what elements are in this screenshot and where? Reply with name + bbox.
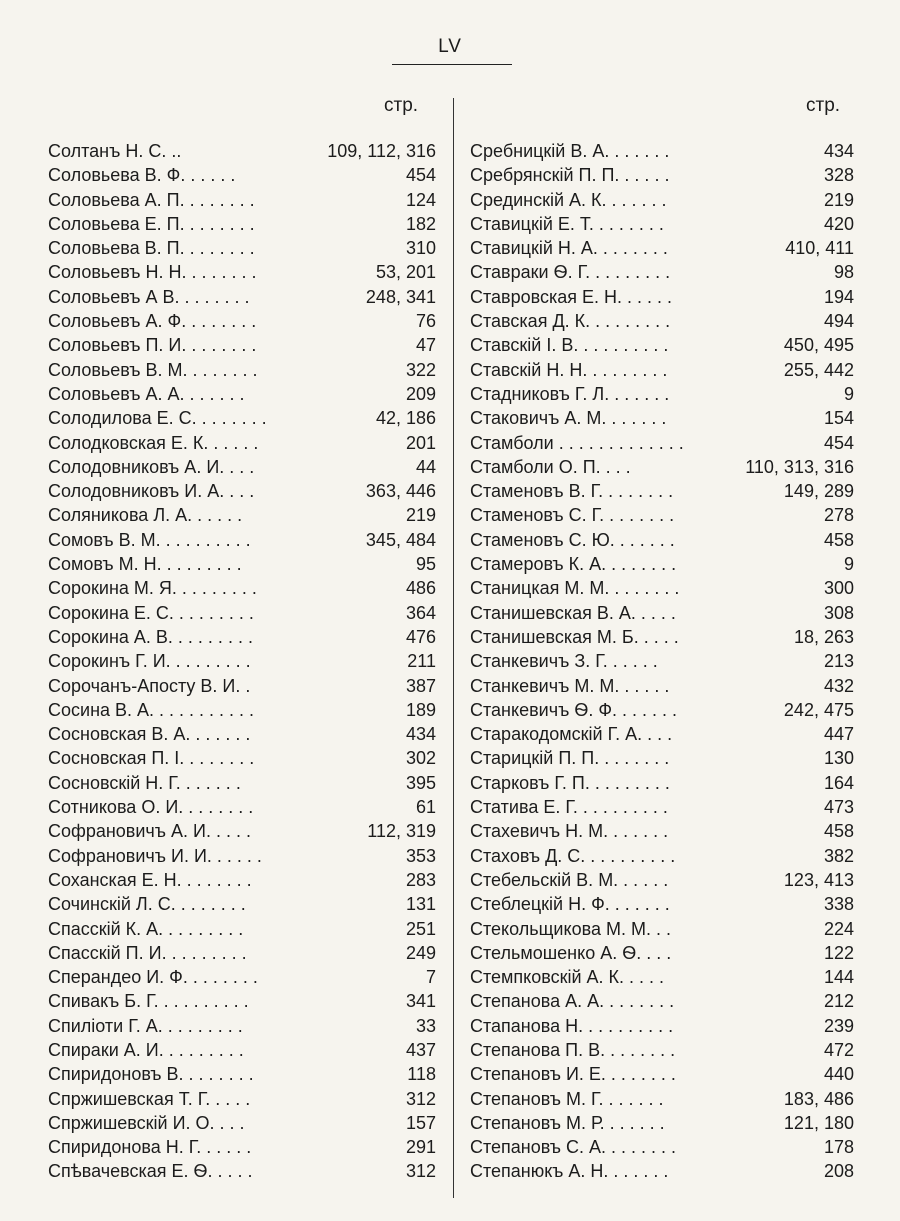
entry-pages: 183, 486 bbox=[783, 1088, 854, 1109]
entry-name: Солтанъ Н. С. .. bbox=[48, 141, 182, 161]
index-entry bbox=[48, 408, 436, 432]
index-entry bbox=[48, 797, 436, 821]
entry-pages: 345, 484 bbox=[365, 529, 436, 550]
entry-pages: 302 bbox=[405, 748, 436, 769]
entry-pages: 249 bbox=[405, 942, 436, 963]
entry-name: Спржишевскій И. О. . . . bbox=[48, 1112, 245, 1133]
index-entry bbox=[48, 287, 436, 311]
entry-pages: 9 bbox=[843, 383, 854, 404]
entry-name: Сорокинъ Г. И. . . . . . . . . bbox=[48, 651, 251, 672]
entry-pages: 486 bbox=[405, 578, 436, 599]
entry-name: Соловьевъ А. Ф. . . . . . . . bbox=[48, 311, 257, 332]
entry-pages: 450, 495 bbox=[783, 335, 854, 356]
index-entry bbox=[48, 141, 436, 165]
entry-name: Станкевичъ З. Г. . . . . . bbox=[470, 651, 658, 672]
index-entry bbox=[48, 870, 436, 894]
entry-pages: 458 bbox=[823, 529, 854, 550]
index-entry bbox=[470, 1016, 854, 1040]
entry-name: Спѣвачевская Е. Ѳ. . . . . bbox=[48, 1161, 253, 1182]
entry-pages: 209 bbox=[405, 383, 436, 404]
entry-pages: 410, 411 bbox=[785, 238, 854, 259]
entry-name: Стамболи . . . . . . . . . . . . . bbox=[470, 432, 684, 453]
entry-name: Соловьевъ А В. . . . . . . . bbox=[48, 286, 250, 307]
index-entry bbox=[470, 943, 854, 967]
entry-pages: 476 bbox=[405, 626, 436, 647]
entry-name: Станицкая М. М. . . . . . . . bbox=[470, 578, 680, 599]
entry-name: Стамболи О. П. . . . bbox=[470, 456, 631, 477]
entry-pages: 112, 319 bbox=[367, 821, 436, 842]
entry-pages: 322 bbox=[405, 359, 436, 380]
entry-pages: 312 bbox=[405, 1161, 436, 1182]
index-entry bbox=[470, 578, 854, 602]
index-entry bbox=[470, 991, 854, 1015]
entry-pages: 437 bbox=[405, 1039, 436, 1060]
entry-pages: 494 bbox=[823, 311, 854, 332]
entry-name: Степанова П. В. . . . . . . . bbox=[470, 1039, 676, 1060]
entry-name: Сперандео И. Ф. . . . . . . . bbox=[48, 967, 258, 988]
index-entry bbox=[470, 141, 854, 165]
index-entry bbox=[470, 530, 854, 554]
entry-name: Стекольщикова М. М. . . bbox=[470, 918, 671, 939]
index-entry bbox=[470, 1064, 854, 1088]
entry-name: Соловьевъ П. И. . . . . . . . bbox=[48, 335, 257, 356]
index-entry bbox=[470, 335, 854, 359]
entry-pages: 224 bbox=[823, 918, 854, 939]
index-entry bbox=[48, 1064, 436, 1088]
index-entry bbox=[48, 384, 436, 408]
entry-pages: 76 bbox=[415, 311, 436, 332]
entry-name: Сосина В. А. . . . . . . . . . . bbox=[48, 699, 255, 720]
left-index-column bbox=[48, 141, 436, 1186]
entry-name: Спржишевская Т. Г. . . . . bbox=[48, 1088, 251, 1109]
index-entry bbox=[48, 457, 436, 481]
entry-name: Старакодомскій Г. А. . . . bbox=[470, 724, 673, 745]
entry-name: Сребрянскій П. П. . . . . . bbox=[470, 165, 670, 186]
entry-pages: 9 bbox=[843, 554, 854, 575]
entry-pages: 33 bbox=[415, 1015, 436, 1036]
entry-name: Стаховъ Д. С. . . . . . . . . . bbox=[470, 845, 676, 866]
entry-name: Ставицкій Н. А. . . . . . . . bbox=[470, 238, 668, 259]
index-entry bbox=[470, 894, 854, 918]
entry-name: Спиридоновъ В. . . . . . . . bbox=[48, 1064, 254, 1085]
entry-name: Солодовниковъ И. А. . . . bbox=[48, 481, 255, 502]
entry-name: Ставскій І. В. . . . . . . . . . bbox=[470, 335, 669, 356]
entry-name: Спиліоти Г. А. . . . . . . . . bbox=[48, 1015, 243, 1036]
entry-name: Стемпковскій А. К. . . . . bbox=[470, 967, 665, 988]
index-entry bbox=[48, 360, 436, 384]
entry-name: Ставицкій Е. Т. . . . . . . . bbox=[470, 213, 664, 234]
index-entry bbox=[470, 481, 854, 505]
entry-pages: 131 bbox=[405, 894, 436, 915]
entry-name: Ставровская Е. Н. . . . . . bbox=[470, 286, 673, 307]
entry-pages: 118 bbox=[407, 1064, 436, 1085]
entry-pages: 149, 289 bbox=[783, 481, 854, 502]
index-entry bbox=[48, 991, 436, 1015]
entry-name: Соловьева А. П. . . . . . . . bbox=[48, 189, 255, 210]
entry-pages: 248, 341 bbox=[365, 286, 436, 307]
header-rule bbox=[392, 64, 512, 65]
index-entry bbox=[470, 967, 854, 991]
entry-name: Соловьевъ В. М. . . . . . . . bbox=[48, 359, 258, 380]
index-entry bbox=[48, 214, 436, 238]
entry-name: Спивакъ Б. Г. . . . . . . . . . bbox=[48, 991, 249, 1012]
entry-pages: 420 bbox=[823, 213, 854, 234]
entry-pages: 395 bbox=[405, 772, 436, 793]
entry-name: Солодовниковъ А. И. . . . bbox=[48, 456, 255, 477]
index-entry bbox=[470, 919, 854, 943]
entry-name: Стаменовъ С. Ю. . . . . . . bbox=[470, 529, 675, 550]
index-entry bbox=[48, 530, 436, 554]
index-entry bbox=[470, 603, 854, 627]
index-entry bbox=[470, 846, 854, 870]
index-entry bbox=[470, 773, 854, 797]
entry-name: Стебельскій В. М. . . . . . bbox=[470, 869, 669, 890]
index-entry bbox=[470, 821, 854, 845]
entry-name: Спасскій П. И. . . . . . . . . bbox=[48, 942, 247, 963]
index-entry bbox=[48, 505, 436, 529]
entry-name: Стельмошенко А. Ѳ. . . . bbox=[470, 942, 672, 963]
entry-name: Ставскій Н. Н. . . . . . . . . bbox=[470, 359, 668, 380]
entry-name: Сорокина М. Я. . . . . . . . . bbox=[48, 578, 257, 599]
entry-pages: 353 bbox=[405, 845, 436, 866]
entry-pages: 121, 180 bbox=[783, 1112, 854, 1133]
entry-name: Степановъ С. А. . . . . . . . bbox=[470, 1137, 676, 1158]
entry-pages: 363, 446 bbox=[365, 481, 436, 502]
entry-pages: 189 bbox=[405, 699, 436, 720]
index-entry bbox=[470, 676, 854, 700]
entry-pages: 341 bbox=[405, 991, 436, 1012]
entry-name: Стаменовъ В. Г. . . . . . . . bbox=[470, 481, 674, 502]
index-entry bbox=[470, 384, 854, 408]
entry-name: Степановъ М. Г. . . . . . . bbox=[470, 1088, 664, 1109]
entry-name: Стахевичъ Н. М. . . . . . . bbox=[470, 821, 669, 842]
entry-pages: 44 bbox=[415, 456, 436, 477]
entry-name: Стеблецкій Н. Ф. . . . . . . bbox=[470, 894, 670, 915]
entry-pages: 251 bbox=[405, 918, 436, 939]
entry-name: Спираки А. И. . . . . . . . . bbox=[48, 1039, 244, 1060]
entry-pages: 130 bbox=[823, 748, 854, 769]
entry-name: Ставская Д. К. . . . . . . . . bbox=[470, 311, 671, 332]
entry-name: Сорочанъ-Апосту В. И. . bbox=[48, 675, 251, 696]
entry-name: Соляникова Л. А. . . . . . bbox=[48, 505, 243, 526]
entry-pages: 458 bbox=[823, 821, 854, 842]
index-entry bbox=[48, 238, 436, 262]
entry-name: Стаменовъ С. Г. . . . . . . . bbox=[470, 505, 675, 526]
entry-pages: 310 bbox=[405, 238, 436, 259]
entry-pages: 300 bbox=[823, 578, 854, 599]
index-entry bbox=[48, 311, 436, 335]
entry-name: Соловьева Е. П. . . . . . . . bbox=[48, 213, 255, 234]
index-entry bbox=[48, 846, 436, 870]
entry-pages: 164 bbox=[823, 772, 854, 793]
index-entry bbox=[48, 676, 436, 700]
entry-name: Станишевская М. Б. . . . . bbox=[470, 626, 679, 647]
index-entry bbox=[48, 627, 436, 651]
entry-pages: 242, 475 bbox=[783, 699, 854, 720]
entry-pages: 178 bbox=[823, 1137, 854, 1158]
entry-name: Сотникова О. И. . . . . . . . bbox=[48, 797, 254, 818]
entry-pages: 42, 186 bbox=[375, 408, 436, 429]
index-entry bbox=[470, 287, 854, 311]
entry-pages: 382 bbox=[823, 845, 854, 866]
entry-name: Соловьевъ Н. Н. . . . . . . . bbox=[48, 262, 257, 283]
entry-name: Степанова А. А. . . . . . . . bbox=[470, 991, 675, 1012]
index-entry bbox=[470, 1040, 854, 1064]
entry-name: Ставраки Ѳ. Г. . . . . . . . . bbox=[470, 262, 671, 283]
entry-pages: 239 bbox=[823, 1015, 854, 1036]
index-entry bbox=[48, 967, 436, 991]
entry-pages: 213 bbox=[823, 651, 854, 672]
entry-name: Станишевская В. А. . . . . bbox=[470, 602, 676, 623]
index-entry bbox=[470, 238, 854, 262]
index-entry bbox=[48, 335, 436, 359]
entry-name: Сосновскій Н. Г. . . . . . . bbox=[48, 772, 241, 793]
entry-pages: 434 bbox=[823, 141, 854, 161]
entry-name: Сосновская П. І. . . . . . . . bbox=[48, 748, 255, 769]
index-entry bbox=[48, 919, 436, 943]
index-entry bbox=[470, 724, 854, 748]
entry-pages: 98 bbox=[833, 262, 854, 283]
page-number: LV bbox=[438, 36, 462, 57]
entry-name: Старицкій П. П. . . . . . . . bbox=[470, 748, 670, 769]
index-entry bbox=[48, 1040, 436, 1064]
entry-pages: 291 bbox=[405, 1137, 436, 1158]
right-index-column bbox=[470, 141, 854, 1186]
entry-name: Сочинскій Л. С. . . . . . . . bbox=[48, 894, 246, 915]
entry-name: Солодковская Е. К. . . . . . bbox=[48, 432, 259, 453]
index-entry bbox=[48, 190, 436, 214]
index-entry bbox=[470, 1161, 854, 1185]
entry-pages: 328 bbox=[823, 165, 854, 186]
index-entry bbox=[48, 943, 436, 967]
entry-pages: 472 bbox=[823, 1039, 854, 1060]
index-entry bbox=[48, 748, 436, 772]
left-column-header: стр. bbox=[384, 95, 419, 116]
index-entry bbox=[48, 262, 436, 286]
entry-name: Соханская Е. Н. . . . . . . . bbox=[48, 869, 252, 890]
entry-pages: 208 bbox=[823, 1161, 854, 1182]
entry-name: Соловьева В. П. . . . . . . . bbox=[48, 238, 255, 259]
entry-pages: 219 bbox=[823, 189, 854, 210]
index-entry bbox=[470, 457, 854, 481]
entry-name: Степанюкъ А. Н. . . . . . . bbox=[470, 1161, 669, 1182]
entry-name: Софрановичъ А. И. . . . . bbox=[48, 821, 251, 842]
index-entry bbox=[48, 481, 436, 505]
entry-pages: 18, 263 bbox=[793, 626, 854, 647]
entry-pages: 122 bbox=[823, 942, 854, 963]
index-entry bbox=[48, 1161, 436, 1185]
entry-pages: 110, 313, 316 bbox=[745, 456, 854, 477]
entry-name: Сомовъ В. М. . . . . . . . . . bbox=[48, 529, 251, 550]
entry-name: Спиридонова Н. Г. . . . . . bbox=[48, 1137, 252, 1158]
index-entry bbox=[470, 165, 854, 189]
index-entry bbox=[470, 870, 854, 894]
index-entry bbox=[48, 700, 436, 724]
index-entry bbox=[470, 1113, 854, 1137]
entry-name: Сорокина Е. С. . . . . . . . . bbox=[48, 602, 254, 623]
index-entry bbox=[470, 554, 854, 578]
entry-pages: 434 bbox=[405, 724, 436, 745]
index-entry bbox=[470, 360, 854, 384]
index-entry bbox=[470, 797, 854, 821]
entry-pages: 182 bbox=[405, 213, 436, 234]
entry-name: Солодилова Е. С. . . . . . . . bbox=[48, 408, 267, 429]
entry-pages: 364 bbox=[405, 602, 436, 623]
entry-pages: 53, 201 bbox=[375, 262, 436, 283]
entry-name: Старковъ Г. П. . . . . . . . . bbox=[470, 772, 670, 793]
entry-name: Срединскій А. К. . . . . . . bbox=[470, 189, 667, 210]
entry-pages: 154 bbox=[823, 408, 854, 429]
entry-name: Станкевичъ М. М. . . . . . bbox=[470, 675, 670, 696]
entry-pages: 201 bbox=[405, 432, 436, 453]
entry-pages: 432 bbox=[823, 675, 854, 696]
entry-pages: 212 bbox=[823, 991, 854, 1012]
index-entry bbox=[470, 262, 854, 286]
entry-pages: 255, 442 bbox=[783, 359, 854, 380]
index-entry bbox=[48, 433, 436, 457]
entry-pages: 308 bbox=[823, 602, 854, 623]
index-entry bbox=[48, 1089, 436, 1113]
entry-name: Соловьева В. Ф. . . . . . bbox=[48, 165, 236, 186]
index-entry bbox=[470, 1089, 854, 1113]
index-entry bbox=[470, 627, 854, 651]
entry-name: Стапанова Н. . . . . . . . . . bbox=[470, 1015, 674, 1036]
index-entry bbox=[470, 433, 854, 457]
column-divider bbox=[453, 98, 454, 1198]
entry-pages: 61 bbox=[415, 797, 436, 818]
index-entry bbox=[470, 408, 854, 432]
index-entry bbox=[48, 1016, 436, 1040]
entry-name: Степановъ М. Р. . . . . . . bbox=[470, 1112, 665, 1133]
entry-pages: 109, 112, 316 bbox=[327, 141, 436, 161]
index-entry bbox=[470, 214, 854, 238]
entry-pages: 454 bbox=[405, 165, 436, 186]
index-entry bbox=[470, 748, 854, 772]
index-entry bbox=[470, 700, 854, 724]
entry-name: Софрановичъ И. И. . . . . . bbox=[48, 845, 262, 866]
entry-name: Стадниковъ Г. Л. . . . . . . bbox=[470, 383, 670, 404]
entry-pages: 387 bbox=[405, 675, 436, 696]
entry-name: Сомовъ М. Н. . . . . . . . . bbox=[48, 554, 242, 575]
entry-pages: 312 bbox=[405, 1088, 436, 1109]
entry-name: Стамеровъ К. А. . . . . . . . bbox=[470, 554, 677, 575]
index-entry bbox=[48, 651, 436, 675]
entry-pages: 144 bbox=[823, 967, 854, 988]
entry-name: Степановъ И. Е. . . . . . . . bbox=[470, 1064, 676, 1085]
index-entry bbox=[470, 651, 854, 675]
index-entry bbox=[470, 190, 854, 214]
entry-name: Станкевичъ Ѳ. Ф. . . . . . . bbox=[470, 699, 678, 720]
index-entry bbox=[48, 894, 436, 918]
index-entry bbox=[48, 578, 436, 602]
entry-pages: 47 bbox=[415, 335, 436, 356]
entry-pages: 194 bbox=[823, 286, 854, 307]
right-column-header: стр. bbox=[806, 95, 841, 116]
entry-pages: 123, 413 bbox=[783, 869, 854, 890]
index-entry bbox=[470, 505, 854, 529]
entry-pages: 454 bbox=[823, 432, 854, 453]
entry-name: Стаковичъ А. М. . . . . . . bbox=[470, 408, 667, 429]
index-entry bbox=[48, 724, 436, 748]
entry-pages: 440 bbox=[823, 1064, 854, 1085]
entry-name: Сорокина А. В. . . . . . . . . bbox=[48, 626, 253, 647]
entry-pages: 124 bbox=[405, 189, 436, 210]
index-entry bbox=[48, 1113, 436, 1137]
entry-pages: 7 bbox=[425, 967, 436, 988]
entry-name: Сребницкій В. А. . . . . . . bbox=[470, 141, 670, 161]
index-entry bbox=[470, 1137, 854, 1161]
entry-name: Соловьевъ А. А. . . . . . . bbox=[48, 383, 245, 404]
entry-name: Спасскій К. А. . . . . . . . . bbox=[48, 918, 244, 939]
entry-pages: 157 bbox=[405, 1112, 436, 1133]
index-entry bbox=[48, 603, 436, 627]
index-entry bbox=[48, 773, 436, 797]
index-entry bbox=[48, 1137, 436, 1161]
entry-name: Статива Е. Г. . . . . . . . . . bbox=[470, 797, 668, 818]
entry-pages: 447 bbox=[823, 724, 854, 745]
index-entry bbox=[48, 165, 436, 189]
entry-pages: 473 bbox=[823, 797, 854, 818]
index-entry bbox=[48, 821, 436, 845]
entry-pages: 219 bbox=[405, 505, 436, 526]
entry-pages: 338 bbox=[823, 894, 854, 915]
index-entry bbox=[48, 554, 436, 578]
entry-pages: 95 bbox=[415, 554, 436, 575]
index-entry bbox=[470, 311, 854, 335]
entry-name: Сосновская В. А. . . . . . . bbox=[48, 724, 251, 745]
entry-pages: 278 bbox=[823, 505, 854, 526]
entry-pages: 211 bbox=[407, 651, 436, 672]
entry-pages: 283 bbox=[405, 869, 436, 890]
